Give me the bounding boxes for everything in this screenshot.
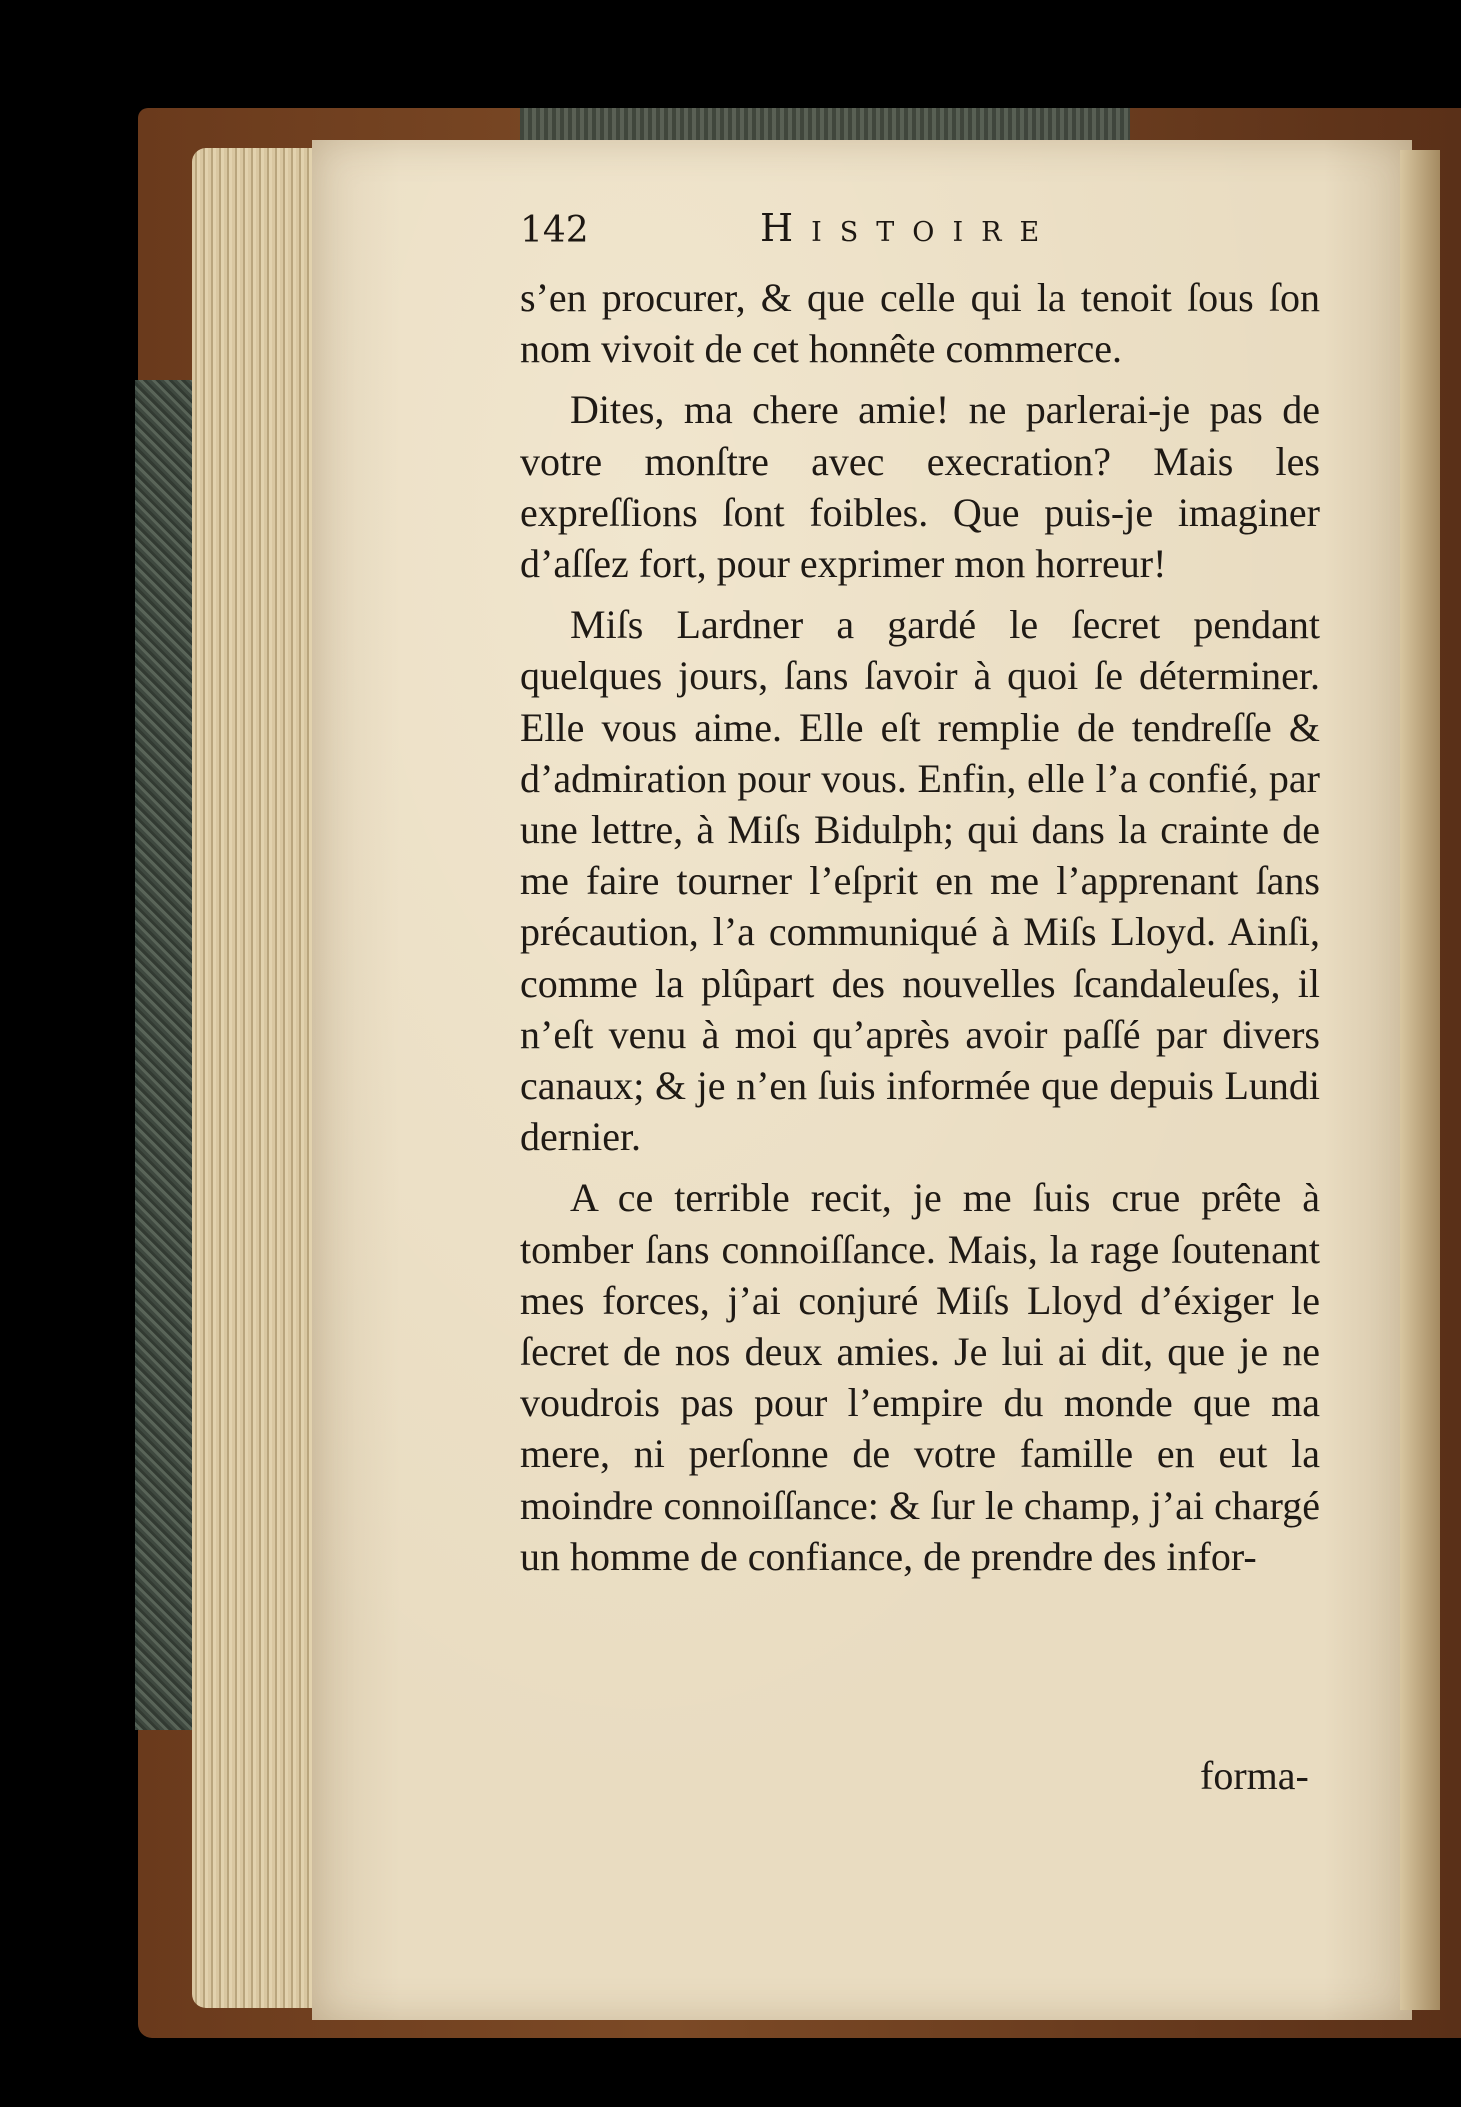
running-title: Histoire: [760, 206, 1058, 250]
page-number: 142: [520, 210, 589, 251]
body-text: [520, 272, 1320, 1582]
paragraph: s’en procurer, & que celle qui la tenoit ſous ſon nom vivoit de cet honnête commerce.: [520, 275, 1320, 372]
catchword: forma-: [1200, 1753, 1309, 1798]
binding-cloth-top: [520, 108, 1130, 144]
binding-cloth-spine: [135, 380, 195, 1730]
page-edges: [192, 148, 312, 2008]
running-head: [520, 206, 1420, 260]
paragraph: A ce terrible recit, je me ſuis crue prête à tomber ſans connoiſſance. Mais, la rage ſoutenant mes forces, j’ai conjuré Miſs Lloyd d’éxiger le ſecret de nos deux amies. Je lui ai dit, que je ne voudrois pas pour l’empire du monde que ma mere, ni perſonne de votre famille en eut la moindre connoiſſance: & ſur le champ, j’ai chargé un homme de confiance, de prendre des infor-: [520, 1175, 1320, 1579]
paragraph: Miſs Lardner a gardé le ſecret pendant quelques jours, ſans ſavoir à quoi ſe déterminer. Elle vous aime. Elle eſt remplie de tendreſſe & d’admiration pour vous. Enfin, elle l’a confié, par une lettre, à Miſs Bidulph; qui dans la crainte de me faire tourner l’eſprit en me l’apprenant ſans précaution, l’a communiqué à Miſs Lloyd. Ainſi, comme la plûpart des nouvelles ſcandaleuſes, il n’eſt venu à moi qu’après avoir paſſé par divers canaux; & je n’en ſuis informée que depuis Lundi dernier.: [520, 602, 1320, 1160]
paragraph: Dites, ma chere amie! ne parlerai-je pas de votre monſtre avec execration? Mais les expreſſions ſont foibles. Que puis-je imaginer d’aſſez fort, pour exprimer mon horreur!: [520, 387, 1320, 587]
gutter-edge: [1400, 150, 1440, 2010]
